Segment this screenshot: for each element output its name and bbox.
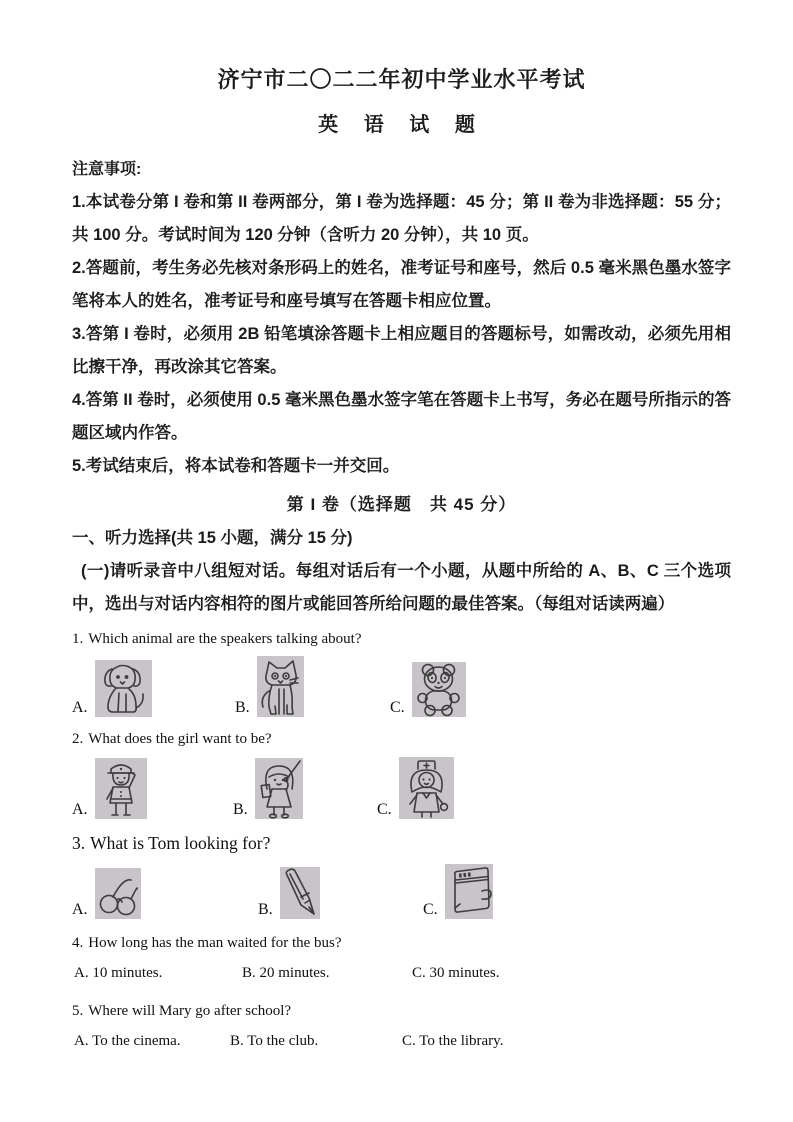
question-stem: What does the girl want to be? xyxy=(88,731,272,747)
option-a xyxy=(72,660,152,717)
option-c xyxy=(412,965,500,982)
notice-section xyxy=(72,154,731,483)
option-text: To the library. xyxy=(419,1033,504,1049)
notice-item: 2.答题前，考生务必先核对条形码上的姓名，准考证号和座号，然后 0.5 毫米黑色墨水签字笔将本人的姓名，准考证号和座号填写在答题卡相应位置。 xyxy=(72,259,731,310)
option-label: C. xyxy=(412,965,426,981)
pen-icon xyxy=(280,867,320,919)
question-number: 4. xyxy=(72,935,84,951)
question-2-text xyxy=(72,727,731,751)
glasses-icon xyxy=(95,868,141,919)
option-c xyxy=(402,1033,503,1050)
option-text: To the cinema. xyxy=(92,1033,181,1049)
question-3-text xyxy=(72,829,731,857)
notice-item: 1.本试卷分第 I 卷和第 II 卷两部分，第 I 卷为选择题：45 分；第 II 卷为非选择题：55 分；共 100 分。考试时间为 120 分钟（含听力 20 分钟），共 10 页。 xyxy=(72,193,731,244)
question-1-options xyxy=(72,655,731,717)
option-label: A. xyxy=(74,1033,89,1049)
question-number: 5. xyxy=(72,1003,84,1019)
question-stem: What is Tom looking for? xyxy=(90,833,271,853)
option-c xyxy=(377,757,454,819)
option-label: A. xyxy=(74,965,89,981)
listening-instructions: (一)请听录音中八组短对话。每组对话后有一个小题，从题中所给的 A、B、C 三个选项中，选出与对话内容相符的图片或能回答所给问题的最佳答案。（每组对话读两遍） xyxy=(72,562,731,613)
dog-icon xyxy=(95,660,152,717)
option-label: B. xyxy=(230,1033,244,1049)
exam-subtitle: 英 语 试 题 xyxy=(318,114,485,136)
cat-icon xyxy=(257,656,304,717)
option-label: C. xyxy=(377,801,392,818)
teacher-icon xyxy=(255,758,303,819)
question-number: 3. xyxy=(72,833,86,853)
option-a xyxy=(72,758,147,819)
option-label: C. xyxy=(402,1033,416,1049)
question-4-options xyxy=(72,965,731,989)
nurse-icon xyxy=(399,757,454,819)
question-number: 2. xyxy=(72,731,84,747)
option-c xyxy=(423,864,493,919)
police-officer-icon xyxy=(95,758,147,819)
option-label: B. xyxy=(242,965,256,981)
exam-title: 济宁市二〇二二年初中学业水平考试 xyxy=(217,67,586,92)
option-b xyxy=(242,965,330,982)
option-b xyxy=(233,758,303,819)
option-label: A. xyxy=(72,901,88,918)
option-label: C. xyxy=(390,699,405,716)
section1-heading: 第 I 卷（选择题 共 45 分） xyxy=(286,495,517,514)
option-c xyxy=(390,662,466,717)
question-1-text xyxy=(72,627,731,651)
option-label: A. xyxy=(72,801,88,818)
option-text: 30 minutes. xyxy=(429,965,500,981)
question-stem: How long has the man waited for the bus? xyxy=(88,935,342,951)
option-label: B. xyxy=(258,901,273,918)
option-a xyxy=(74,1033,181,1050)
question-5-text xyxy=(72,999,731,1023)
notices-heading: 注意事项: xyxy=(72,161,142,178)
option-label: B. xyxy=(235,699,250,716)
option-b xyxy=(235,656,304,717)
question-number: 1. xyxy=(72,631,84,647)
option-label: C. xyxy=(423,901,438,918)
panda-icon xyxy=(412,662,466,717)
notice-item: 3.答第 I 卷时，必须用 2B 铅笔填涂答题卡上相应题目的答题标号，如需改动，必须先用相比擦干净，再改涂其它答案。 xyxy=(72,325,731,376)
question-4-text xyxy=(72,931,731,955)
option-a xyxy=(74,965,162,982)
wallet-icon xyxy=(445,864,493,919)
listening-part-heading: 一、听力选择(共 15 小题，满分 15 分) xyxy=(72,529,353,547)
option-a xyxy=(72,868,141,919)
option-label: A. xyxy=(72,699,88,716)
question-2-options xyxy=(72,755,731,819)
question-stem: Which animal are the speakers talking about? xyxy=(88,631,362,647)
question-stem: Where will Mary go after school? xyxy=(88,1003,292,1019)
option-text: To the club. xyxy=(247,1033,319,1049)
notice-item: 5.考试结束后，将本试卷和答题卡一并交回。 xyxy=(72,457,400,475)
option-label: B. xyxy=(233,801,248,818)
option-text: 20 minutes. xyxy=(259,965,330,981)
question-5-options xyxy=(72,1033,731,1057)
question-3-options xyxy=(72,861,731,919)
option-text: 10 minutes. xyxy=(92,965,163,981)
option-b xyxy=(230,1033,318,1050)
option-b xyxy=(258,867,320,919)
notice-item: 4.答第 II 卷时，必须使用 0.5 毫米黑色墨水签字笔在答题卡上书写，务必在题号所指示的答题区域内作答。 xyxy=(72,391,731,442)
